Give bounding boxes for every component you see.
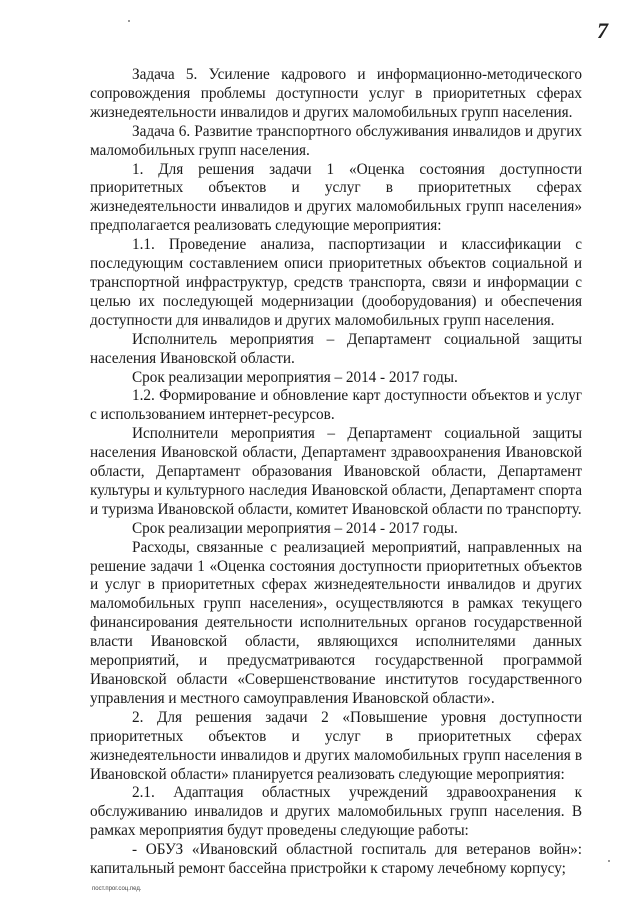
- scan-speck: [128, 20, 130, 22]
- paragraph-item-2: 2. Для решения задачи 2 «Повышение уровня доступности приоритетных объектов и услуг в приоритетных сферах жизнедеятельности инвалидов и других маломобильных групп населения в Ивановской области» планируется реализовать следующие мероприятия:: [90, 708, 582, 783]
- paragraph-term-1-1: Срок реализации мероприятия – 2014 - 2017 годы.: [132, 368, 458, 386]
- paragraph-item-1-2: 1.2. Формирование и обновление карт доступности объектов и услуг с использованием интернет-ресурсов.: [90, 387, 582, 424]
- footer-file-reference: пост.прог.соц.пед.: [92, 886, 142, 892]
- paragraph-task-5: Задача 5. Усиление кадрового и информационно-методического сопровождения проблемы доступности услуг в приоритетных сферах жизнедеятельности инвалидов и других маломобильных групп населения.: [90, 66, 582, 121]
- paragraph-item-2-1: 2.1. Адаптация областных учреждений здравоохранения к обслуживанию инвалидов и других маломобильных групп населения. В рамках мероприятия будут проведены следующие работы:: [90, 784, 582, 840]
- paragraph-term-1-2: Срок реализации мероприятия – 2014 - 2017 годы.: [132, 519, 458, 537]
- paragraph-task-6: Задача 6. Развитие транспортного обслуживания инвалидов и других маломобильных групп населения.: [90, 122, 582, 159]
- paragraph-item-1-1: 1.1. Проведение анализа, паспортизации и классификации с последующим составлением описи приоритетных объектов социальной и транспортной инфраструктур, средств транспорта, связи и информации с целью их последующей модернизации (дооборудования) и обеспечения доступности для инвалидов и других маломобильных групп населения.: [90, 236, 582, 329]
- paragraph-hospital: - ОБУЗ «Ивановский областной госпиталь для ветеранов войн»: капитальный ремонт бассейна пристройки к старому лечебному корпусу;: [90, 841, 582, 878]
- document-body: [90, 66, 582, 879]
- page-number: 7: [597, 18, 608, 43]
- paragraph-expenses: Расходы, связанные с реализацией мероприятий, направленных на решение задачи 1 «Оценка состояния доступности приоритетных объектов и услуг в приоритетных сферах жизнедеятельности инвалидов и других маломобильных групп населения», осуществляются в рамках текущего финансирования деятельности исполнительных органов государственной власти Ивановской области, являющихся исполнителями данных мероприятий, и предусматриваются государственной программой Ивановской области «Совершенствование институтов государственного управления и местного самоуправления Ивановской области».: [90, 538, 582, 707]
- paragraph-executor-1-1: Исполнитель мероприятия – Департамент социальной защиты населения Ивановской области.: [90, 330, 582, 367]
- paragraph-executors-1-2: Исполнители мероприятия – Департамент социальной защиты населения Ивановской области, Департамент здравоохранения Ивановской области, Департамент образования Ивановской области, Департамент культуры и культурного наследия Ивановской области, Департамент спорта и туризма Ивановской области, комитет Ивановской области по транспорту.: [90, 425, 582, 518]
- scan-speck: [608, 860, 610, 862]
- paragraph-item-1: 1. Для решения задачи 1 «Оценка состояния доступности приоритетных объектов и услуг в приоритетных сферах жизнедеятельности инвалидов и других маломобильных групп населения» предполагается реализовать следующие мероприятия:: [90, 160, 582, 235]
